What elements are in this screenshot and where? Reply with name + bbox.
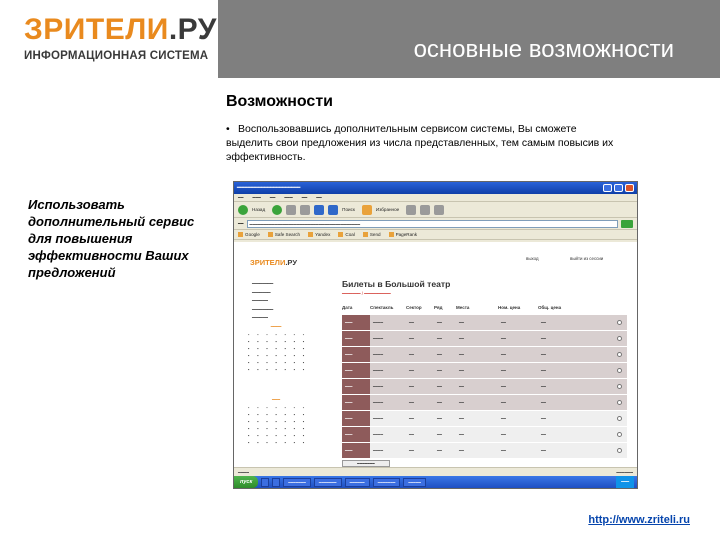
browser-links-bar [234, 230, 637, 240]
page-heading: Билеты в Большой театр [342, 279, 451, 289]
table-cell: ━━ [459, 352, 465, 357]
page-link-logout[interactable]: выйти из сессии [570, 256, 604, 261]
table-cell: ━━━ [342, 427, 370, 442]
col-row[interactable]: Ряд [434, 305, 443, 310]
table-cell: ━━ [437, 384, 443, 389]
table-cell: ━━━━ [373, 416, 384, 421]
calendar-day[interactable]: ▪ [293, 353, 296, 358]
table-cell: ━━━ [342, 363, 370, 378]
links-item[interactable]: Send [363, 232, 381, 237]
calendar-day[interactable]: ▪ [256, 346, 259, 351]
favorites-star-icon[interactable] [362, 205, 372, 215]
table-cell: ━━ [459, 416, 465, 421]
page-nav [252, 280, 273, 323]
calendar-day[interactable]: ▪ [293, 426, 296, 431]
table-cell: ━━ [437, 336, 443, 341]
calendar-day[interactable]: ▪ [275, 412, 277, 417]
calendar-day[interactable]: ▪ [256, 412, 259, 417]
calendar-day[interactable]: ▪ [275, 353, 277, 358]
table-cell: ━━ [409, 336, 415, 341]
table-cell: ━━ [501, 416, 507, 421]
taskbar-item[interactable]: ━━━━━━ [345, 478, 370, 487]
browser-menubar [234, 194, 637, 202]
table-cell: ━━ [409, 352, 415, 357]
system-tray-clock[interactable]: ━━━ [616, 476, 634, 488]
calendar-day[interactable]: ▪ [247, 405, 250, 410]
row-select-radio[interactable] [617, 416, 622, 421]
table-cell: ━━ [409, 432, 415, 437]
table-cell: ━━ [541, 400, 547, 405]
table-cell: ━━ [409, 400, 415, 405]
table-cell: ━━━━ [373, 448, 384, 453]
nav-item[interactable]: ━━━━━━━ [252, 289, 271, 295]
close-icon[interactable] [625, 184, 634, 192]
calendar-day[interactable]: ▪ [266, 339, 268, 344]
logo-tagline: ИНФОРМАЦИОННАЯ СИСТЕМА [24, 50, 209, 62]
calendar-day[interactable]: ▪ [275, 405, 277, 410]
menu-item[interactable]: ━━━ [252, 194, 261, 200]
calendar-day[interactable]: ▪ [284, 412, 286, 417]
address-label: ━━ [238, 220, 244, 226]
table-cell: ━━ [541, 416, 547, 421]
calendar-day[interactable]: ▪ [302, 353, 305, 358]
calendar-day[interactable]: ▪ [293, 433, 296, 438]
row-select-radio[interactable] [617, 320, 622, 325]
calendar-day[interactable]: ▪ [284, 339, 286, 344]
table-row[interactable] [342, 395, 627, 411]
calendar-day[interactable]: ▪ [247, 346, 250, 351]
calendar-day[interactable]: ▪ [293, 440, 296, 445]
row-select-radio[interactable] [617, 384, 622, 389]
col-date[interactable]: Дата [342, 305, 353, 310]
calendar-day[interactable]: ▪ [266, 346, 268, 351]
links-item[interactable]: Yandex [308, 232, 330, 237]
table-cell: ━━ [501, 368, 507, 373]
taskbar-quicklaunch-icon[interactable] [272, 478, 280, 487]
print-icon[interactable] [434, 205, 444, 215]
table-cell: ━━━ [342, 379, 370, 394]
calendar-day[interactable]: ▪ [247, 353, 250, 358]
calendar-grid [244, 332, 308, 372]
nav-item[interactable]: ━━━━━━ [252, 315, 268, 320]
links-item[interactable]: Safe Search [268, 232, 300, 237]
calendar-day[interactable]: ▪ [302, 405, 305, 410]
taskbar-quicklaunch-icon[interactable] [261, 478, 269, 487]
address-input[interactable]: ━━━━━━━━━━━━━━━━━━━━━━━━━━━━━━━━━━━━━━━━ [247, 220, 618, 228]
calendar-day[interactable]: ▪ [266, 332, 268, 337]
calendar-day[interactable]: ▪ [256, 426, 259, 431]
calendar-day[interactable]: ▪ [293, 419, 296, 424]
table-cell: ━━ [541, 432, 547, 437]
calendar-day[interactable]: ▪ [302, 433, 305, 438]
page-link-exit[interactable]: выход [526, 256, 539, 261]
home-icon[interactable] [314, 205, 324, 215]
nav-item[interactable]: ━━━━━━━━ [252, 306, 274, 312]
browser-addressbar [234, 218, 637, 230]
search-label[interactable]: Поиск [342, 207, 355, 212]
calendar-day[interactable]: ▪ [247, 412, 250, 417]
table-cell: ━━━ [342, 347, 370, 362]
calendar-day[interactable]: ▪ [293, 360, 296, 365]
col-show[interactable]: Спектакль [370, 305, 394, 310]
calendar-day[interactable]: ▪ [256, 339, 259, 344]
minimize-icon[interactable] [603, 184, 612, 192]
browser-titlebar [234, 182, 637, 194]
calendar-day[interactable]: ▪ [302, 419, 305, 424]
calendar-day[interactable]: ▪ [284, 405, 286, 410]
calendar-day[interactable]: ▪ [293, 405, 296, 410]
calendar-month: ━━━━ [270, 324, 282, 329]
calendar-day[interactable]: ▪ [266, 419, 268, 424]
start-button[interactable]: пуск [234, 476, 258, 488]
calendar-day[interactable]: ▪ [266, 405, 268, 410]
calendar-day[interactable]: ▪ [275, 426, 277, 431]
calendar-day[interactable]: ▪ [256, 367, 259, 372]
table-cell: ━━━ [342, 443, 370, 458]
calendar-day[interactable]: ▪ [266, 367, 268, 372]
calendar-day[interactable]: ▪ [256, 440, 259, 445]
back-label[interactable]: Назад [252, 207, 266, 212]
windows-taskbar [234, 476, 637, 488]
calendar-day[interactable]: ▪ [247, 332, 250, 337]
row-select-radio[interactable] [617, 336, 622, 341]
header-title: основные возможности [413, 36, 674, 63]
table-cell: ━━ [459, 320, 465, 325]
calendar-day[interactable]: ▪ [247, 433, 250, 438]
calendar-day[interactable]: ▪ [256, 353, 259, 358]
calendar-day[interactable]: ▪ [284, 346, 286, 351]
calendar-day[interactable]: ▪ [302, 412, 305, 417]
table-cell: ━━━━ [373, 384, 384, 389]
links-item[interactable]: Google [238, 232, 260, 237]
table-cell: ━━ [437, 320, 443, 325]
table-body [342, 315, 627, 459]
table-cell: ━━ [541, 368, 547, 373]
col-total-price[interactable]: Общ. цена [538, 305, 562, 310]
calendar-day[interactable]: ▪ [293, 346, 296, 351]
menu-item[interactable]: ━━ [238, 194, 244, 200]
table-cell: ━━ [541, 336, 547, 341]
table-cell: ━━ [501, 320, 507, 325]
bullet-dot: • [226, 123, 230, 135]
section-title: Возможности [226, 93, 333, 110]
table-cell: ━━━ [342, 315, 370, 330]
calendar-day[interactable]: ▪ [275, 332, 277, 337]
links-item[interactable]: PageRank [389, 232, 417, 237]
table-cell: ━━━ [342, 331, 370, 346]
menu-item[interactable]: ━━ [316, 194, 322, 200]
table-cell: ━━━━ [373, 320, 384, 325]
table-cell: ━━ [541, 448, 547, 453]
left-callout: Использовать дополнительный сервис для повышения эффективности Ваших предложений [28, 197, 195, 280]
taskbar-item[interactable]: ━━━━━━━ [314, 478, 342, 487]
table-cell: ━━ [501, 352, 507, 357]
row-select-radio[interactable] [617, 352, 622, 357]
browser-title-text: ━━━━━━━━━━━━━━━━━━━━━ [237, 185, 301, 191]
table-cell: ━━━ [342, 395, 370, 410]
table-cell: ━━ [459, 368, 465, 373]
go-button[interactable] [621, 220, 633, 228]
table-cell: ━━ [459, 400, 465, 405]
calendar-2 [244, 397, 308, 445]
calendar-day[interactable]: ▪ [293, 339, 296, 344]
calendar-day[interactable]: ▪ [284, 367, 286, 372]
table-row[interactable] [342, 347, 627, 363]
table-cell: ━━ [501, 400, 507, 405]
calendar-day[interactable]: ▪ [284, 419, 286, 424]
calendar-day[interactable]: ▪ [284, 332, 286, 337]
calendar-day[interactable]: ▪ [302, 426, 305, 431]
col-seats[interactable]: Места [456, 305, 470, 310]
calendar-day[interactable]: ▪ [266, 426, 268, 431]
table-cell: ━━━━ [373, 336, 384, 341]
table-cell: ━━━━ [373, 400, 384, 405]
status-text: ━━━━ [238, 469, 250, 475]
table-row[interactable] [342, 315, 627, 331]
calendar-day[interactable]: ▪ [266, 353, 268, 358]
calendar-day[interactable]: ▪ [275, 346, 277, 351]
calendar-day[interactable]: ▪ [256, 405, 259, 410]
table-cell: ━━ [501, 448, 507, 453]
calendar-day[interactable]: ▪ [256, 433, 259, 438]
search-icon[interactable] [328, 205, 338, 215]
maximize-icon[interactable] [614, 184, 623, 192]
col-nominal-price[interactable]: Ном. цена [498, 305, 521, 310]
table-cell: ━━ [459, 336, 465, 341]
bullet-paragraph [226, 122, 616, 164]
table-cell: ━━ [541, 384, 547, 389]
table-cell: ━━ [409, 384, 415, 389]
footer-link[interactable]: http://www.zriteli.ru [588, 514, 690, 526]
table-cell: ━━ [501, 432, 507, 437]
calendar-day[interactable]: ▪ [284, 433, 286, 438]
page-sublinks[interactable]: ━━━━━━━ / ━━━━━━━━━━ [342, 291, 391, 296]
table-cell: ━━ [501, 336, 507, 341]
taskbar-item[interactable]: ━━━━━ [403, 478, 426, 487]
calendar-day[interactable]: ▪ [247, 339, 250, 344]
calendar-day[interactable]: ▪ [284, 440, 286, 445]
row-select-radio[interactable] [617, 368, 622, 373]
bullet-text: Воспользовавшись дополнительным сервисом системы, Вы сможете выделить свои предложения из числа представленных, тем самым повысив их эффективность. [226, 123, 614, 163]
calendar-grid [244, 405, 308, 445]
table-cell: ━━ [437, 448, 443, 453]
calendar-day[interactable]: ▪ [275, 440, 277, 445]
row-select-radio[interactable] [617, 400, 622, 405]
calendar-day[interactable]: ▪ [284, 353, 286, 358]
browser-screenshot [233, 181, 638, 489]
table-cell: ━━ [437, 432, 443, 437]
tickets-table [342, 300, 627, 459]
logo [24, 14, 217, 62]
table-cell: ━━ [409, 368, 415, 373]
stop-icon[interactable] [286, 205, 296, 215]
calendar-day[interactable]: ▪ [247, 426, 250, 431]
table-cell: ━━ [409, 448, 415, 453]
table-cell: ━━ [409, 416, 415, 421]
table-row[interactable] [342, 443, 627, 459]
calendar-day[interactable]: ▪ [247, 360, 250, 365]
browser-page [234, 242, 637, 467]
nav-item[interactable]: ━━━━━━━━ [252, 281, 274, 286]
taskbar-item[interactable]: ━━━━━━━ [373, 478, 401, 487]
row-select-radio[interactable] [617, 448, 622, 453]
forward-arrow-icon[interactable] [272, 205, 282, 215]
table-cell: ━━ [501, 384, 507, 389]
calendar-month: ━━━ [272, 397, 280, 402]
calendar-day[interactable]: ▪ [247, 419, 250, 424]
table-cell: ━━ [541, 352, 547, 357]
calendar-day[interactable]: ▪ [302, 339, 305, 344]
calendar-day[interactable]: ▪ [293, 367, 296, 372]
table-cell: ━━ [437, 352, 443, 357]
calendar-day[interactable]: ▪ [302, 367, 305, 372]
menu-item[interactable]: ━━ [269, 194, 276, 200]
calendar-day[interactable]: ▪ [284, 360, 286, 365]
mail-icon[interactable] [420, 205, 430, 215]
calendar-day[interactable]: ▪ [266, 433, 268, 438]
taskbar-item[interactable]: ━━━━━━━ [283, 478, 311, 487]
calendar-day[interactable]: ▪ [302, 440, 305, 445]
table-header [342, 300, 627, 315]
table-cell: ━━ [459, 432, 465, 437]
table-row[interactable] [342, 331, 627, 347]
calendar-day[interactable]: ▪ [247, 440, 250, 445]
calendar-day[interactable]: ▪ [302, 346, 305, 351]
table-cell: ━━ [459, 384, 465, 389]
table-row[interactable] [342, 411, 627, 427]
logo-accent: ЗРИТЕЛИ [24, 13, 169, 46]
table-cell: ━━ [409, 320, 415, 325]
calendar-day[interactable]: ▪ [256, 419, 259, 424]
history-icon[interactable] [406, 205, 416, 215]
col-sector[interactable]: Сектор [406, 305, 422, 310]
calendar-day[interactable]: ▪ [275, 339, 277, 344]
refresh-icon[interactable] [300, 205, 310, 215]
calendar-day[interactable]: ▪ [247, 367, 250, 372]
calendar-day[interactable]: ▪ [293, 412, 296, 417]
table-row[interactable] [342, 363, 627, 379]
calendar-day[interactable]: ▪ [275, 433, 277, 438]
calendar-day[interactable]: ▪ [293, 332, 296, 337]
table-cell: ━━━ [342, 411, 370, 426]
calendar-day[interactable]: ▪ [256, 332, 259, 337]
header-band [218, 0, 720, 78]
calendar-day[interactable]: ▪ [266, 440, 268, 445]
page-submit-button[interactable]: ━━━━━━━ [342, 460, 390, 467]
calendar-day[interactable]: ▪ [302, 332, 305, 337]
table-cell: ━━ [459, 448, 465, 453]
logo-wordmark [24, 14, 217, 46]
table-cell: ━━━━ [373, 368, 384, 373]
nav-item[interactable]: ━━━━━━ [252, 298, 268, 303]
table-row[interactable] [342, 379, 627, 395]
page-logo[interactable]: ЗРИТЕЛИ.РУ [250, 258, 297, 267]
calendar-day[interactable]: ▪ [275, 419, 277, 424]
calendar-day[interactable]: ▪ [266, 360, 268, 365]
calendar-day[interactable]: ▪ [302, 360, 305, 365]
calendar-day[interactable]: ▪ [256, 360, 259, 365]
favorites-label[interactable]: Избранное [375, 207, 400, 212]
row-select-radio[interactable] [617, 432, 622, 437]
table-cell: ━━━━ [373, 432, 384, 437]
status-zone: ━━━━━━ [616, 469, 633, 475]
logo-suffix: .РУ [168, 13, 217, 46]
browser-toolbar [234, 202, 637, 218]
links-item[interactable]: Coal [338, 232, 354, 237]
back-arrow-icon[interactable] [238, 205, 248, 215]
calendar-day[interactable]: ▪ [275, 367, 277, 372]
calendar-day[interactable]: ▪ [284, 426, 286, 431]
calendar-day[interactable]: ▪ [275, 360, 277, 365]
menu-item[interactable]: ━━ [301, 194, 308, 200]
table-cell: ━━━━ [373, 352, 384, 357]
calendar-day[interactable]: ▪ [266, 412, 268, 417]
table-cell: ━━ [437, 400, 443, 405]
calendar-1 [244, 324, 308, 372]
menu-item[interactable]: ━━━ [284, 194, 293, 200]
table-row[interactable] [342, 427, 627, 443]
table-cell: ━━ [437, 368, 443, 373]
table-cell: ━━ [541, 320, 547, 325]
table-cell: ━━ [437, 416, 443, 421]
